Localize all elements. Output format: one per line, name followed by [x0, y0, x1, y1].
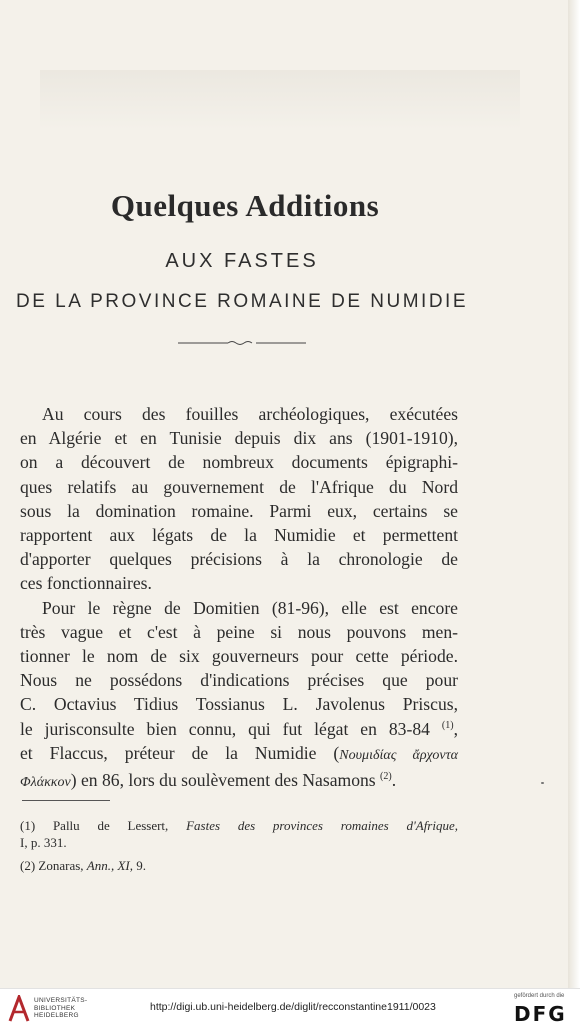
bleed-through-shadow [40, 70, 520, 130]
sponsor-logo[interactable]: DFG [514, 1002, 567, 1026]
text-fragment: et Flaccus, préteur de la Numidie ( [20, 742, 340, 763]
university-seal-icon[interactable] [8, 995, 30, 1023]
footnote-text: 9. [133, 858, 146, 873]
paragraph-2 [20, 596, 458, 796]
paragraph-1 [20, 402, 458, 596]
article-body [20, 402, 458, 795]
text-line: rapportent aux légats de la Numidie et permettent [20, 525, 458, 546]
text-fragment: le jurisconsulte bien connu, qui fut légat en 83-84 [20, 718, 430, 739]
text-line: Nous ne possédons d'indications précises que pour [20, 670, 458, 691]
text-line-with-note [20, 768, 458, 795]
page-title: Quelques Additions [110, 188, 380, 223]
page-subtitle: AUX FASTES [165, 250, 319, 272]
page-subtitle-secondary: DE LA PROVINCE ROMAINE DE NUMIDIE [15, 291, 468, 312]
text-line: très vague et c'est à peine si nous pouvons men- [20, 621, 458, 642]
footnote-text: (1) Pallu de Lessert, [20, 818, 187, 833]
text-fragment: , [453, 718, 458, 739]
text-line: en Algérie et en Tunisie depuis dix ans (1901-1910), [20, 428, 458, 449]
text-line: ces fonctionnaires. [20, 573, 152, 594]
text-line: tionner le nom de six gouverneurs pour cette période. [20, 646, 458, 667]
page-edge-shadow [568, 0, 580, 988]
text-line: ques relatifs au gouvernement de l'Afrique du Nord [20, 476, 458, 497]
greek-text: Νουμιδίας ἄρχοντα [339, 747, 458, 763]
footnote-1-continued: I, p. 331. [20, 835, 67, 850]
text-line: d'apporter quelques précisions à la chronologie de [20, 549, 458, 570]
institution-line: HEIDELBERG [34, 1012, 79, 1019]
text-line-with-greek [20, 741, 458, 768]
scan-speck [541, 782, 544, 784]
footnote-2 [20, 857, 458, 874]
footnote-1 [20, 817, 458, 834]
ornament-divider [178, 339, 306, 347]
footnote-divider [22, 800, 110, 801]
permalink[interactable]: http://digi.ub.uni-heidelberg.de/diglit/recconstantine1911/0023 [150, 1001, 436, 1013]
footnotes [20, 817, 458, 874]
footnote-ref-1: (1) [441, 719, 454, 731]
sponsor-caption: gefördert durch die [514, 993, 565, 999]
text-line: Pour le règne de Domitien (81-96), elle est encore [42, 597, 458, 618]
text-line: C. Octavius Tidius Tossianus L. Javolenus Priscus, [20, 694, 458, 715]
text-line: sous la domination romaine. Parmi eux, certains se [20, 500, 458, 521]
text-fragment: ) en 86, lors du soulèvement des Nasamons [70, 770, 376, 791]
text-line: on a découvert de nombreux documents épigraphi- [20, 452, 458, 473]
greek-text: Φλάκκον [20, 775, 71, 791]
institution-name[interactable] [34, 997, 87, 1020]
footnote-title: Fastes des provinces romaines d'Afrique, [186, 818, 458, 833]
footnote-text: (2) Zonaras, [20, 858, 87, 873]
institution-line: BIBLIOTHEK [34, 1004, 76, 1012]
text-line-with-note [20, 717, 458, 741]
footnote-title: Ann., XI, [86, 858, 133, 873]
viewer-footer [0, 988, 580, 1029]
text-fragment: . [391, 770, 397, 791]
footnote-ref-2: (2) [380, 771, 392, 783]
text-line: Au cours des fouilles archéologiques, exécutées [42, 404, 458, 424]
institution-line: UNIVERSITÄTS- [34, 997, 88, 1004]
